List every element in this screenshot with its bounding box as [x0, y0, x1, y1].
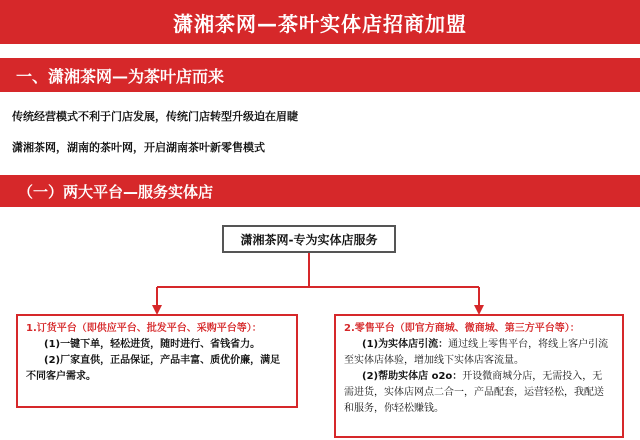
- page-title: 潇湘茶网—茶叶实体店招商加盟: [0, 0, 640, 44]
- retail-platform-heading: 2.零售平台（即官方商城、微商城、第三方平台等）：: [344, 323, 580, 334]
- ordering-platform-card: [16, 314, 298, 408]
- subsection-heading: （一）两大平台—服务实体店: [0, 175, 640, 207]
- retail-platform-line-1: [344, 337, 614, 353]
- ordering-platform-line-3: 不同客户需求。: [26, 371, 96, 382]
- ordering-platform-line-2: (2)厂家直供，正品保证，产品丰富、质优价廉，满足: [44, 355, 281, 366]
- retail-platform-line-3-text: 开设微商城分店，无需投入，无: [462, 371, 603, 382]
- ordering-platform-heading: 1.订货平台（即供应平台、批发平台、采购平台等）：: [26, 323, 262, 334]
- intro-paragraph-2: 潇湘茶网，湖南的茶叶网，开启湖南茶叶新零售模式: [12, 141, 265, 154]
- retail-platform-line-1-text: 通过线上零售平台，将线上客户引流: [448, 339, 609, 350]
- retail-platform-line-3-label: (2)帮助实体店 o2o：: [362, 371, 463, 382]
- intro-paragraph-1: 传统经营模式不利于门店发展，传统门店转型升级迫在眉睫: [12, 110, 298, 123]
- retail-platform-card: [334, 314, 624, 438]
- ordering-platform-line-1: (1)一键下单，轻松进货，随时进行、省钱省力。: [44, 339, 261, 350]
- retail-platform-line-3: [344, 369, 614, 385]
- center-node: 潇湘茶网-专为实体店服务: [222, 225, 396, 253]
- retail-platform-line-2: 至实体店体验，增加线下实体店客流量。: [344, 355, 524, 366]
- retail-platform-line-4: 需进货，实体店网点二合一，产品配套，运营轻松，我配送: [344, 387, 604, 398]
- retail-platform-line-5: 和服务，你轻松赚钱。: [344, 403, 444, 414]
- section-heading: 一、潇湘茶网—为茶叶店而来: [0, 58, 640, 92]
- retail-platform-line-1-label: (1)为实体店引流：: [362, 339, 449, 350]
